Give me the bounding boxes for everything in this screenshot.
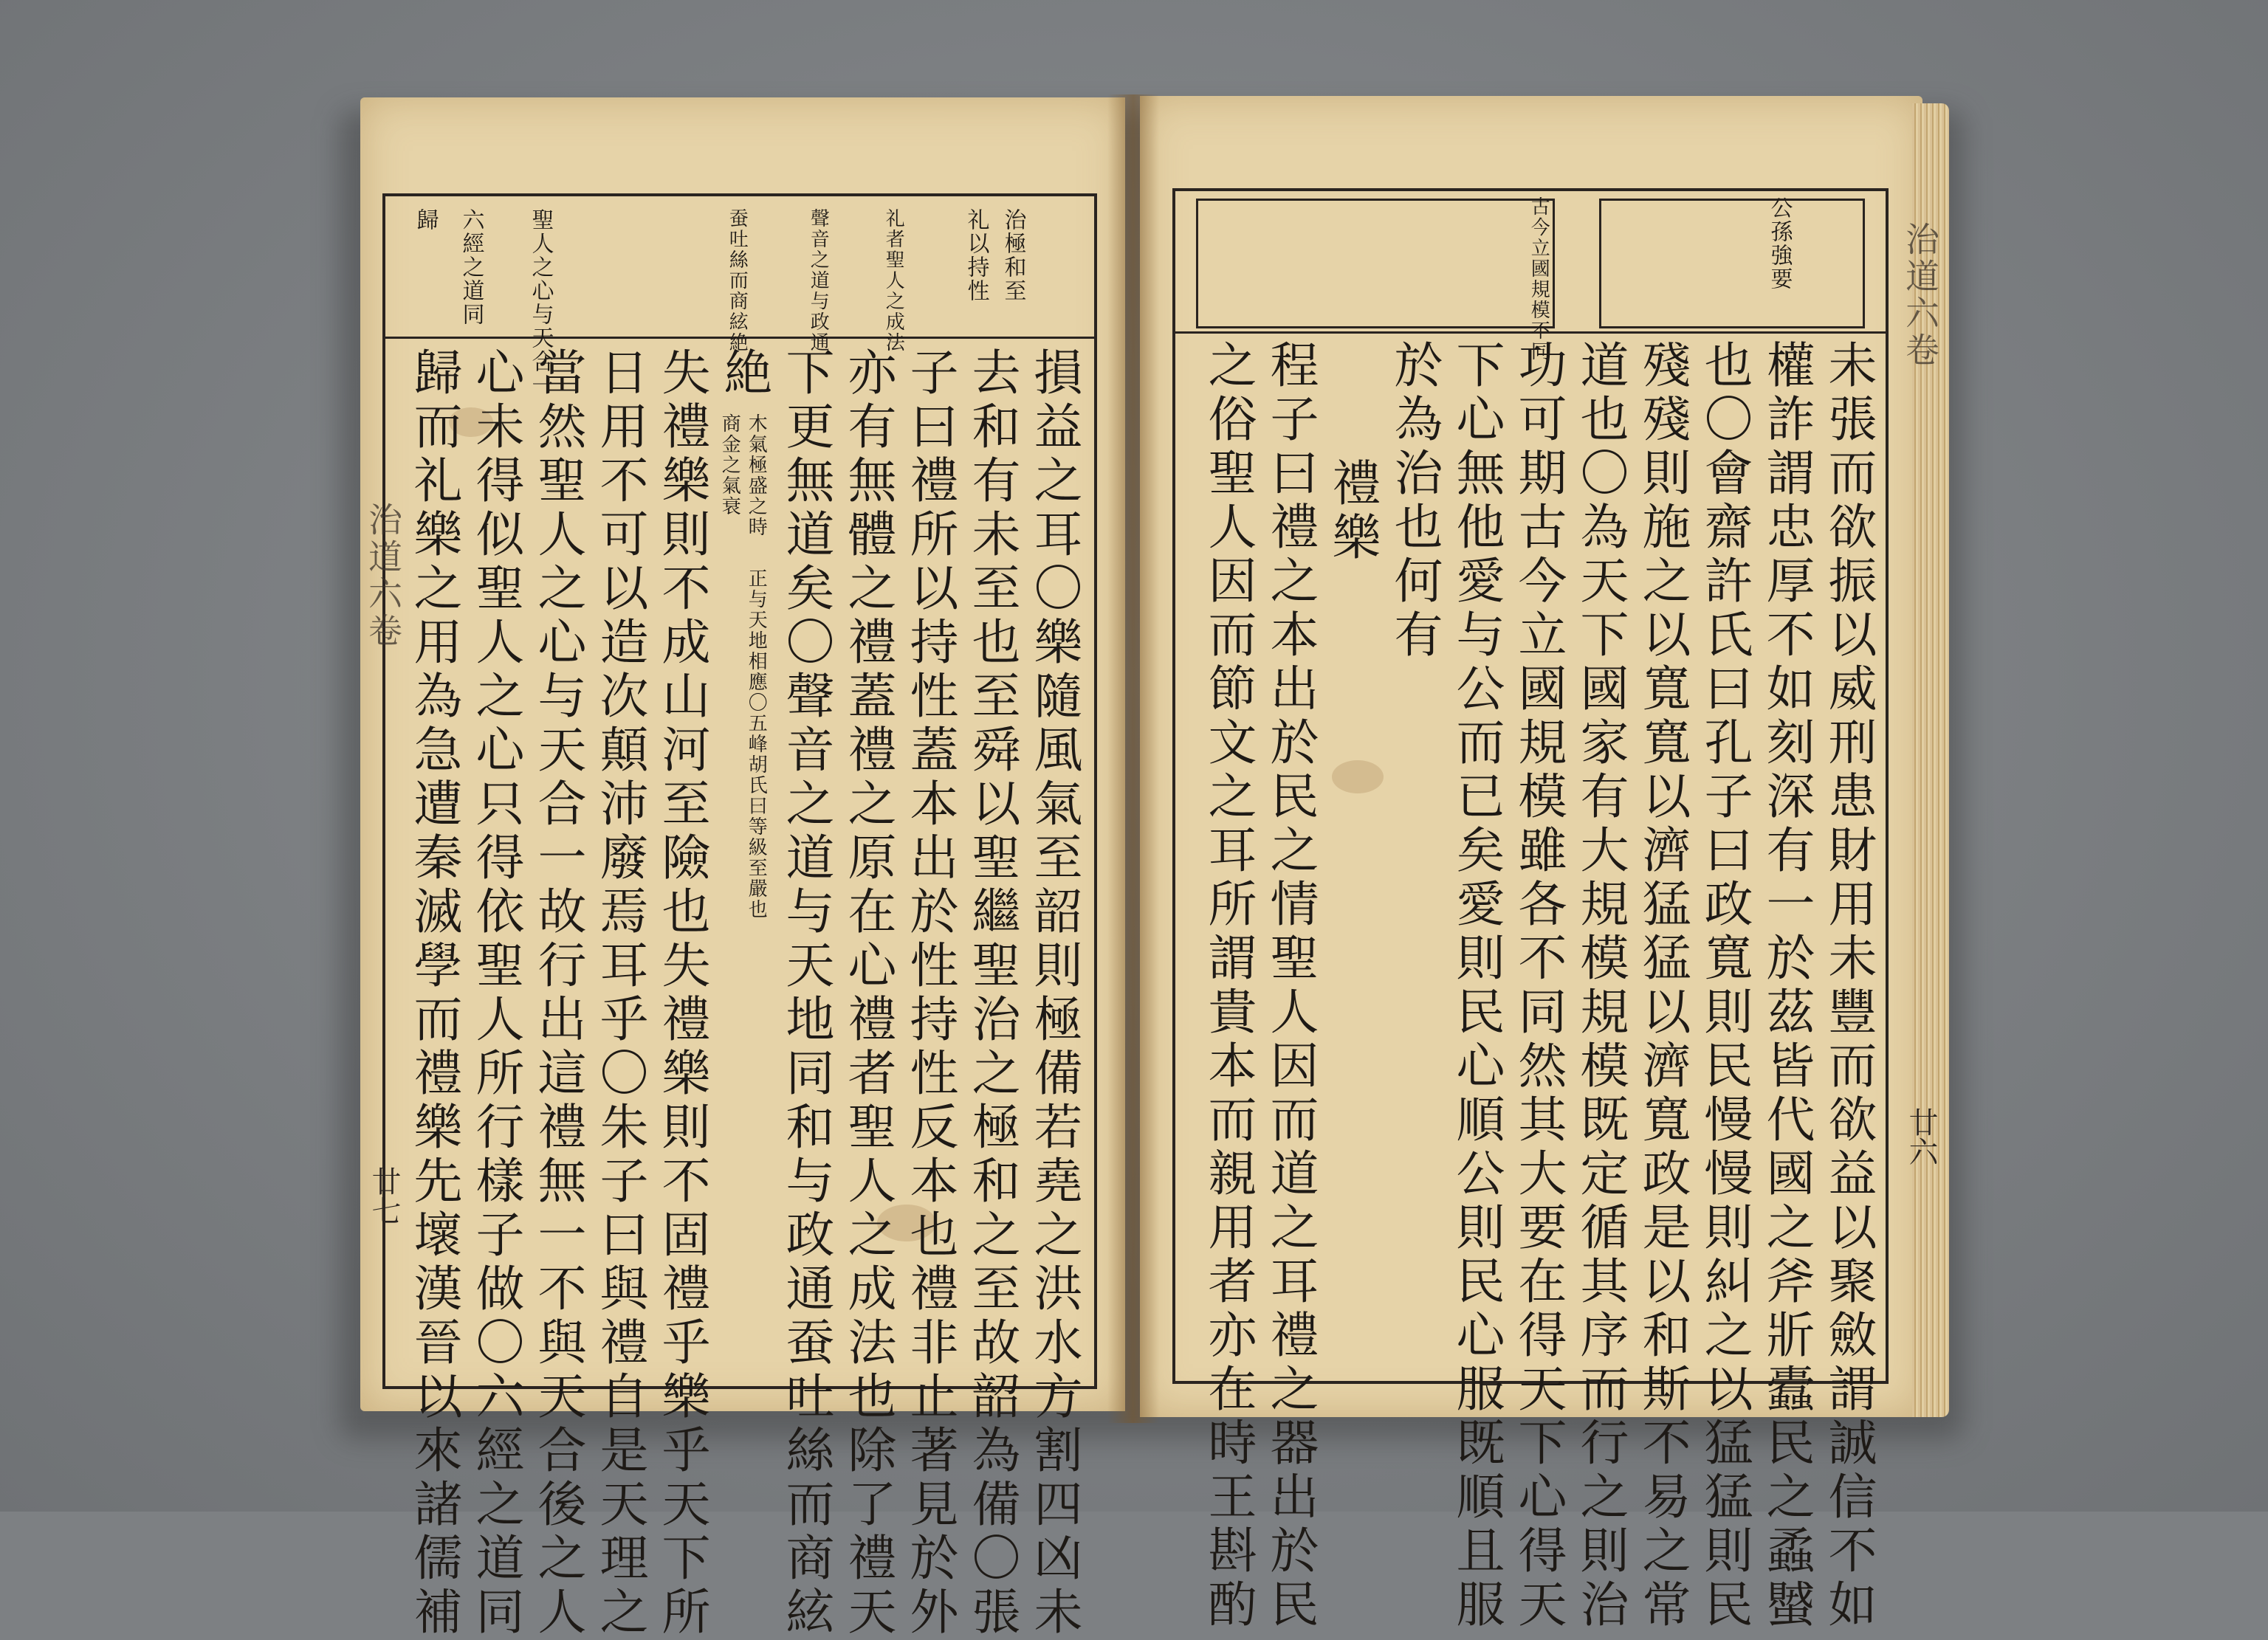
left-body-column: 去和有未至也至舜以聖繼聖治之極和之至故韶為備〇張 — [963, 347, 1020, 1640]
left-head-note: 六經之道同 — [458, 208, 484, 326]
left-head-note: 礼以持性 — [963, 208, 989, 303]
left-body-note: 木氣極盛之時 — [745, 413, 768, 537]
left-body-column: 失禮樂則不成山河至險也失禮樂則不固禮乎樂乎天下所 — [653, 347, 710, 1640]
left-folio: 廿七 — [367, 1166, 401, 1225]
left-head-note: 礼者聖人之成法 — [882, 208, 905, 353]
right-body-column: 道也〇為天下國家有大規模規模既定循其序而行之則治 — [1572, 340, 1629, 1633]
left-body-column: 子曰禮所以持性蓋本出於性持性反本也禮非止著見於外 — [901, 347, 958, 1640]
left-head-note: 聖人之心与天合一 — [527, 208, 554, 397]
left-body-column: 亦有無體之禮蓋禮之原在心禮者聖人之成法也除了禮天 — [839, 347, 896, 1640]
left-body-column: 絶 — [715, 347, 772, 401]
right-head-note: 古今立國規模不同 — [1528, 196, 1550, 362]
section-body-column: 之俗聖人因而節文之耳所謂貴本而親用者亦在時王斟酌 — [1200, 340, 1257, 1633]
left-head-note: 治極和至 — [1000, 208, 1026, 303]
right-head-box-left — [1196, 199, 1555, 328]
left-margin-title: 治道六卷 — [363, 502, 403, 650]
book-gutter — [1107, 94, 1159, 1423]
right-head-box-right — [1599, 199, 1865, 328]
right-body-column: 也〇會齋許氏曰孔子曰政寬則民慢慢則糾之以猛猛則民 — [1696, 340, 1753, 1633]
left-body-column: 損益之耳〇樂隨風氣至韶則極備若堯之洪水方割四凶未 — [1025, 347, 1082, 1640]
left-body-column: 心未得似聖人之心只得依聖人所行樣子做〇六經之道同 — [467, 347, 524, 1640]
left-body-note: 正与天地相應〇五峰胡氏曰等級至嚴也 — [745, 568, 768, 920]
left-body-column: 日用不可以造次顛沛廢焉耳乎〇朱子曰與禮自是天理之 — [591, 347, 648, 1640]
right-body-column: 於為治也何有 — [1386, 340, 1443, 663]
left-head-note: 蚕吐絲而商絃絶 — [726, 208, 749, 353]
left-head-note: 歸 — [412, 208, 439, 232]
left-head-note: 聲音之道与政通 — [807, 208, 830, 353]
right-head-note: 公孫強要 — [1766, 196, 1793, 291]
left-body-note: 商金之氣衰 — [718, 413, 741, 517]
right-body-column: 殘殘則施之以寬寬以濟猛猛以濟寬政是以和斯不易之常 — [1634, 340, 1691, 1633]
right-body-column: 未張而欲振以威刑患財用未豐而欲益以聚斂謂誠信不如 — [1820, 340, 1877, 1633]
left-body-column: 歸而礼樂之用為急遭秦滅學而禮樂先壞漢晉以來諸儒補 — [405, 347, 462, 1640]
left-body-column: 當然聖人之心与天合一故行出這禮無一不與天合後之人 — [529, 347, 586, 1640]
section-body-column: 程子曰禮之本出於民之情聖人因而道之耳禮之器出於民 — [1262, 340, 1319, 1633]
left-body-column: 下更無道矣〇聲音之道与天地同和与政通蚕吐絲而商絃 — [777, 347, 834, 1640]
section-heading: 禮樂 — [1324, 458, 1381, 565]
right-body-column: 權詐謂忠厚不如刻深有一於茲皆代國之斧斨蠹民之蟊蠈 — [1758, 340, 1815, 1633]
right-folio: 廿六 — [1904, 1107, 1938, 1166]
right-body-column: 功可期古今立國規模雖各不同然其大要在得天下心得天 — [1510, 340, 1567, 1633]
right-body-column: 下心無他愛与公而已矣愛則民心順公則民心服既順且服 — [1448, 340, 1505, 1633]
right-margin-title: 治道六卷 — [1900, 221, 1940, 369]
